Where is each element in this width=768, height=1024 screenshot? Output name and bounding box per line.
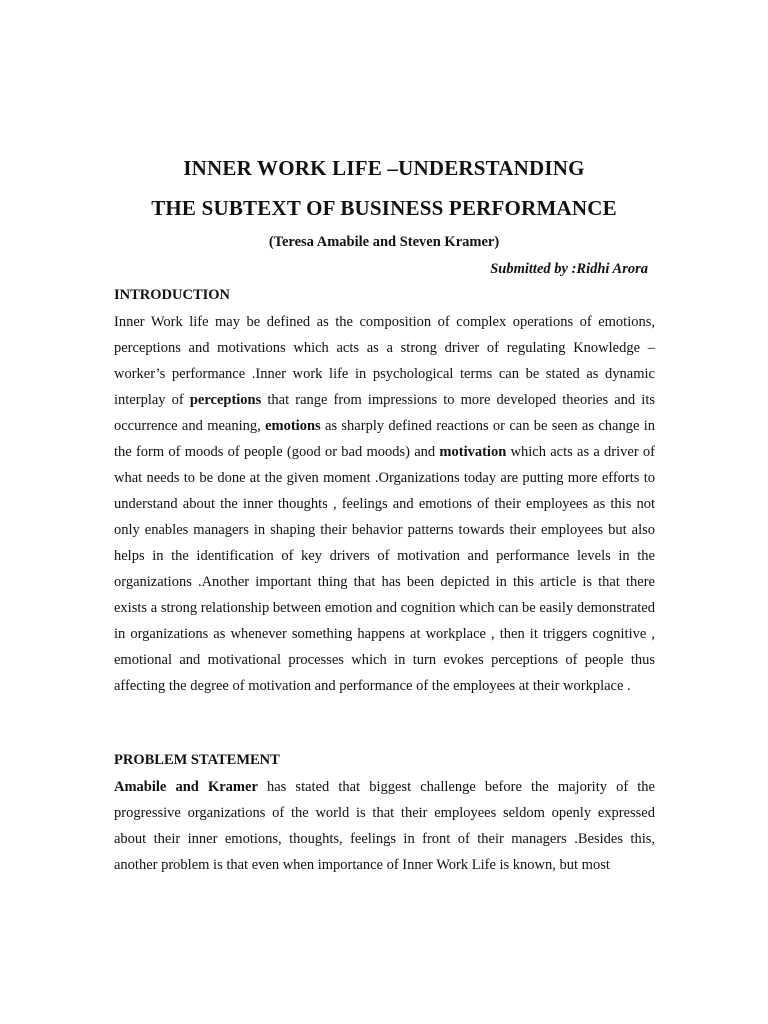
document-title-line-1: INNER WORK LIFE –UNDERSTANDING — [183, 156, 585, 180]
intro-text-1: Inner Work life may be defined as the composition of complex operations of emotions, perceptions and motivations which acts as a strong driver of regulating Knowledge – worker’s performance .Inner work life in psychological terms can be stated as dynamic interplay of — [114, 314, 655, 408]
intro-text-4: which acts as a driver of what needs to be done at the given moment .Organizations today are putting more efforts to understand about the inner thoughts , feelings and emotions of their employees as this not only enables managers in shaping their behavior patterns towards their employees but also helps in the identification of key drivers of motivation and performance levels in the organizations .Another important thing that has been depicted in this article is that there exists a strong relationship between emotion and cognition which can be easily demonstrated in organizations as whenever something happens at workplace , then it triggers cognitive , emotional and motivational processes which in turn evokes perceptions of people thus affecting the degree of motivation and performance of the employees at their workplace . — [114, 444, 655, 694]
intro-text-3: as sharply defined reactions or can be seen as change in the form of moods of people (good or bad moods) and — [114, 418, 655, 460]
intro-term-motivation: motivation — [439, 444, 507, 460]
problem-statement-section — [114, 751, 655, 878]
introduction-section — [114, 286, 655, 699]
problem-text-1: has stated that biggest challenge before the majority of the progressive organizations of the world is that their employees seldom openly expressed about their inner emotions, thoughts, feelings in front of their managers .Besides this, another problem is that even when importance of Inner Work Life is known, but most — [114, 779, 655, 873]
document-authors: (Teresa Amabile and Steven Kramer) — [268, 234, 500, 250]
introduction-paragraph — [114, 309, 655, 699]
introduction-heading: INTRODUCTION — [114, 287, 231, 303]
submitted-by: Submitted by :Ridhi Arora — [490, 261, 648, 277]
problem-authors-term: Amabile and Kramer — [114, 779, 258, 795]
intro-term-perceptions: perceptions — [189, 392, 262, 408]
problem-statement-heading: PROBLEM STATEMENT — [114, 752, 280, 768]
problem-statement-paragraph — [114, 774, 655, 878]
intro-term-emotions: emotions — [265, 418, 321, 434]
document-title-line-2: THE SUBTEXT OF BUSINESS PERFORMANCE — [151, 196, 617, 220]
intro-text-2: that range from impressions to more developed theories and its occurrence and meaning, — [114, 392, 655, 434]
